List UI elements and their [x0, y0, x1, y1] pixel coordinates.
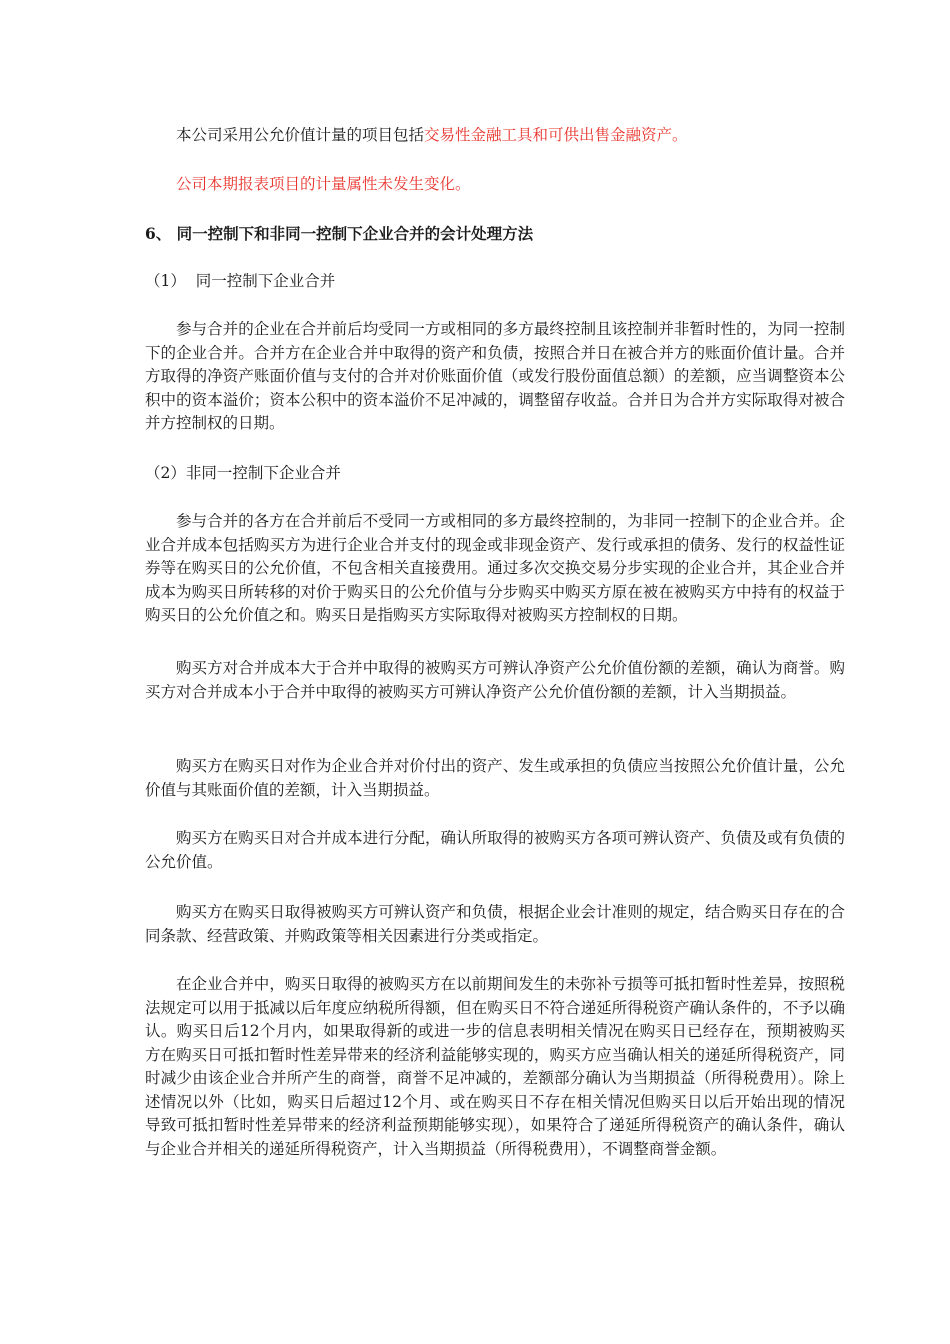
subsection-heading-2: （2）非同一控制下企业合并 [145, 464, 341, 482]
paragraph-common-control-merger: 参与合并的企业在合并前后均受同一方或相同的多方最终控制且该控制并非暂时性的，为同一控制下的企业合并。合并方在企业合并中取得的资产和负债，按照合并日在被合并方的账面价值计量。合并方取得的净资产账面价值与支付的合并对价账面价值（或发行股份面值总额）的差额，应当调整资本公积中的资本溢价；资本公积中的资本溢价不足冲减的，调整留存收益。合并日为合并方实际取得对被合并方控制权的日期。 [145, 320, 845, 432]
section-heading-6: 6、 同一控制下和非同一控制下企业合并的会计处理方法 [145, 224, 534, 243]
paragraph-goodwill: 购买方对合并成本大于合并中取得的被购买方可辨认净资产公允价值份额的差额，确认为商誉。购买方对合并成本小于合并中取得的被购买方可辨认净资产公允价值份额的差额，计入当期损益。 [145, 659, 845, 701]
paragraph-fair-value-prefix: 本公司采用公允价值计量的项目包括 [176, 126, 425, 144]
paragraph-classification: 购买方在购买日取得被购买方可辨认资产和负债，根据企业会计准则的规定，结合购买日存在的合同条款、经营政策、并购政策等相关因素进行分类或指定。 [145, 903, 845, 945]
paragraph-cost-allocation: 购买方在购买日对合并成本进行分配，确认所取得的被购买方各项可辨认资产、负债及或有负债的公允价值。 [145, 829, 845, 871]
paragraph-measurement-unchanged: 公司本期报表项目的计量属性未发生变化。 [176, 175, 471, 193]
paragraph-fair-value-items [145, 124, 845, 148]
highlighted-fair-value-instruments: 交易性金融工具和可供出售金融资产。 [424, 126, 688, 144]
subsection-heading-1: （1） 同一控制下企业合并 [145, 272, 336, 290]
paragraph-deferred-tax: 在企业合并中，购买日取得的被购买方在以前期间发生的未弥补亏损等可抵扣暂时性差异，按照税法规定可以用于抵减以后年度应纳税所得额，但在购买日不符合递延所得税资产确认条件的，不予以确认。购买日后12个月内，如果取得新的或进一步的信息表明相关情况在购买日已经存在，预期被购买方在购买日可抵扣暂时性差异带来的经济利益能够实现的，购买方应当确认相关的递延所得税资产，同时减少由该企业合并所产生的商誉，商誉不足冲减的，差额部分确认为当期损益（所得税费用）。除上述情况以外（比如，购买日后超过12个月、或在购买日不存在相关情况但购买日以后开始出现的情况导致可抵扣暂时性差异带来的经济利益预期能够实现），如果符合了递延所得税资产的确认条件，确认与企业合并相关的递延所得税资产，计入当期损益（所得税费用），不调整商誉金额。 [145, 975, 845, 1158]
paragraph-non-common-control-merger: 参与合并的各方在合并前后不受同一方或相同的多方最终控制的，为非同一控制下的企业合并。企业合并成本包括购买方为进行企业合并支付的现金或非现金资产、发行或承担的债务、发行的权益性证券等在购买日的公允价值，不包含相关直接费用。通过多次交换交易分步实现的企业合并，其企业合并成本为购买日所转移的对价于购买日的公允价值与分步购买中购买方原在被在被购买方中持有的权益于购买日的公允价值之和。购买日是指购买方实际取得对被购买方控制权的日期。 [145, 512, 845, 624]
paragraph-consideration-fair-value: 购买方在购买日对作为企业合并对价付出的资产、发生或承担的负债应当按照公允价值计量，公允价值与其账面价值的差额，计入当期损益。 [145, 757, 845, 799]
